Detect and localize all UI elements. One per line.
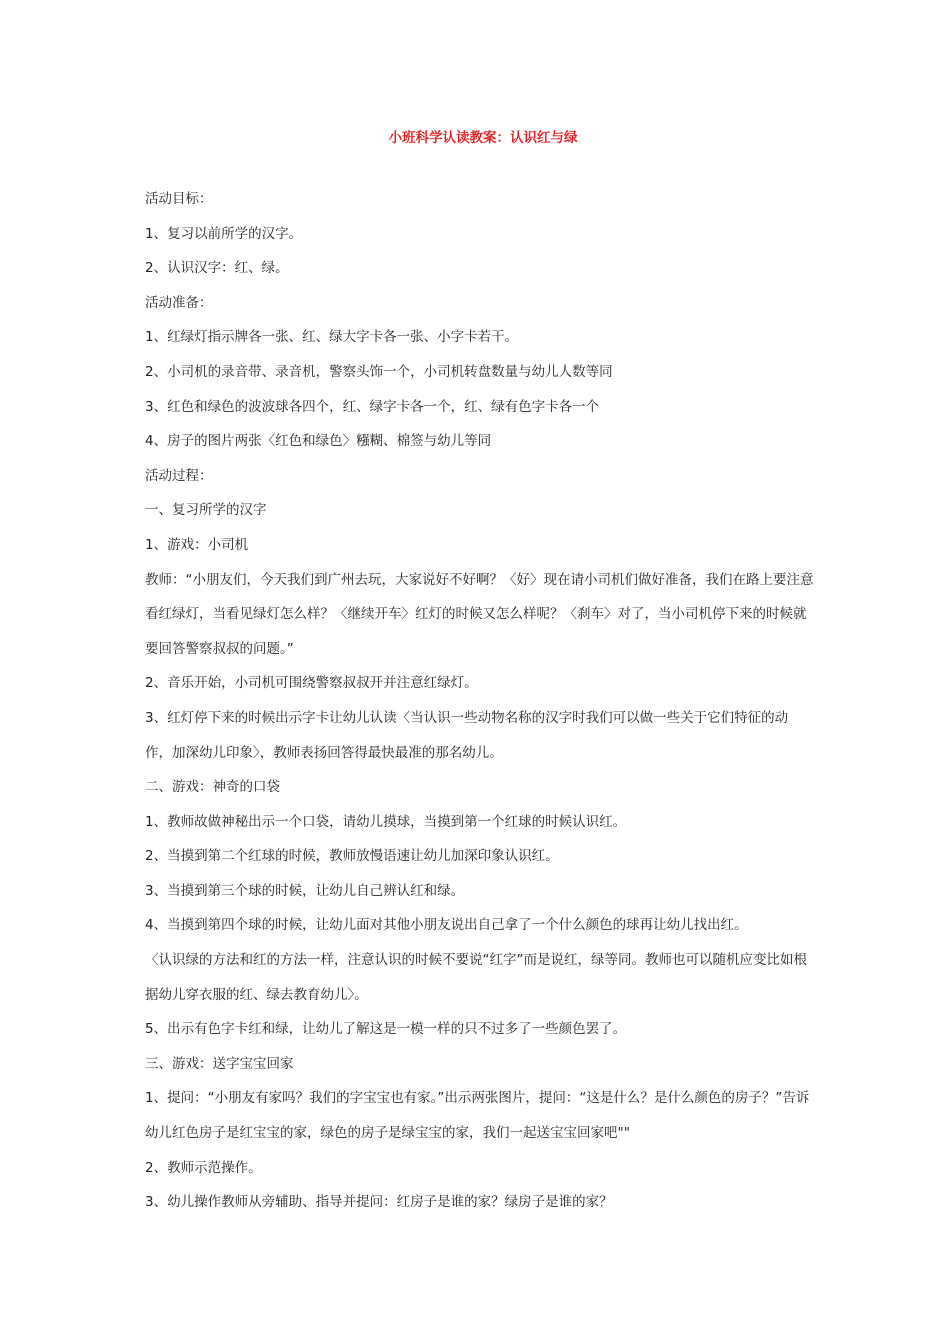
paragraph-section-3-item-2: 2、教师示范操作。 <box>145 1159 262 1176</box>
paragraph-section-2-item-5: 5、出示有色字卡红和绿，让幼儿了解这是一模一样的只不过多了一些颜色罢了。 <box>145 1021 627 1038</box>
paragraph-preparation-1: 1、红绿灯指示牌各一张、红、绿大字卡各一张、小字卡若干。 <box>145 329 519 346</box>
paragraph-section-3-item-3: 3、幼儿操作教师从旁辅助、指导并提问：红房子是谁的家？绿房子是谁的家？ <box>145 1194 613 1211</box>
paragraph-preparation-3: 3、红色和绿色的波波球各四个，红、绿字卡各一个，红、绿有色字卡各一个 <box>145 398 600 415</box>
paragraph-section-1-item-2: 2、音乐开始，小司机可围绕警察叔叔开并注意红绿灯。 <box>145 675 478 692</box>
paragraph-preparation-2: 2、小司机的录音带、录音机，警察头饰一个，小司机转盘数量与幼儿人数等同 <box>145 363 613 380</box>
document-body <box>145 182 815 1220</box>
paragraph-section-2-note: 〈认识绿的方法和红的方法一样，注意认识的时候不要说“红字”而是说红，绿等同。教师也可以随机应变比如根据幼儿穿衣服的红、绿去教育幼儿〉。 <box>145 952 807 1003</box>
paragraph-preparation-4: 4、房子的图片两张〈红色和绿色〉糨糊、棉签与幼儿等同 <box>145 433 492 450</box>
paragraph-section-2-heading: 二、游戏：神奇的口袋 <box>145 779 280 796</box>
paragraph-section-3-heading: 三、游戏：送字宝宝回家 <box>145 1055 294 1072</box>
paragraph-section-2-item-2: 2、当摸到第二个红球的时候，教师放慢语速让幼儿加深印象认识红。 <box>145 848 559 865</box>
paragraph-goal-2: 2、认识汉字：红、绿。 <box>145 260 289 277</box>
paragraph-section-3-item-1: 1、提问：“小朋友有家吗？我们的字宝宝也有家。”出示两张图片，提问：“这是什么？是什么颜色的房子？”告诉幼儿红色房子是红宝宝的家，绿色的房子是绿宝宝的家，我们一起送宝宝回家吧"" <box>145 1090 810 1142</box>
paragraph-section-2-item-3: 3、当摸到第三个球的时候，让幼儿自己辨认红和绿。 <box>145 882 465 899</box>
document-title: 小班科学认读教案：认识红与绿 <box>388 130 578 146</box>
paragraph-section-2-item-1: 1、教师故做神秘出示一个口袋，请幼儿摸球，当摸到第一个红球的时候认识红。 <box>145 813 627 830</box>
paragraph-activity-goals-heading: 活动目标： <box>145 191 213 207</box>
paragraph-section-1-item-1: 1、游戏：小司机 <box>145 536 249 553</box>
paragraph-teacher-script: 教师：“小朋友们，今天我们到广州去玩，大家说好不好啊？〈好〉现在请小司机们做好准备，我们在路上要注意看红绿灯，当看见绿灯怎么样？〈继续开车〉红灯的时候又怎么样呢？〈刹车〉对了，当小司机停下来的时候就要回答警察叔叔的问题。” <box>145 571 814 657</box>
paragraph-goal-1: 1、复习以前所学的汉字。 <box>145 225 303 242</box>
paragraph-preparation-heading: 活动准备： <box>145 294 213 311</box>
paragraph-section-1-heading: 一、复习所学的汉字 <box>145 502 267 519</box>
paragraph-section-2-item-4: 4、当摸到第四个球的时候，让幼儿面对其他小朋友说出自己拿了一个什么颜色的球再让幼儿找出红。 <box>145 917 748 934</box>
paragraph-section-1-item-3: 3、红灯停下来的时候出示字卡让幼儿认读〈当认识一些动物名称的汉字时我们可以做一些关于它们特征的动作，加深幼儿印象〉，教师表扬回答得最快最准的那名幼儿。 <box>145 709 789 761</box>
paragraph-process-heading: 活动过程： <box>145 467 213 484</box>
